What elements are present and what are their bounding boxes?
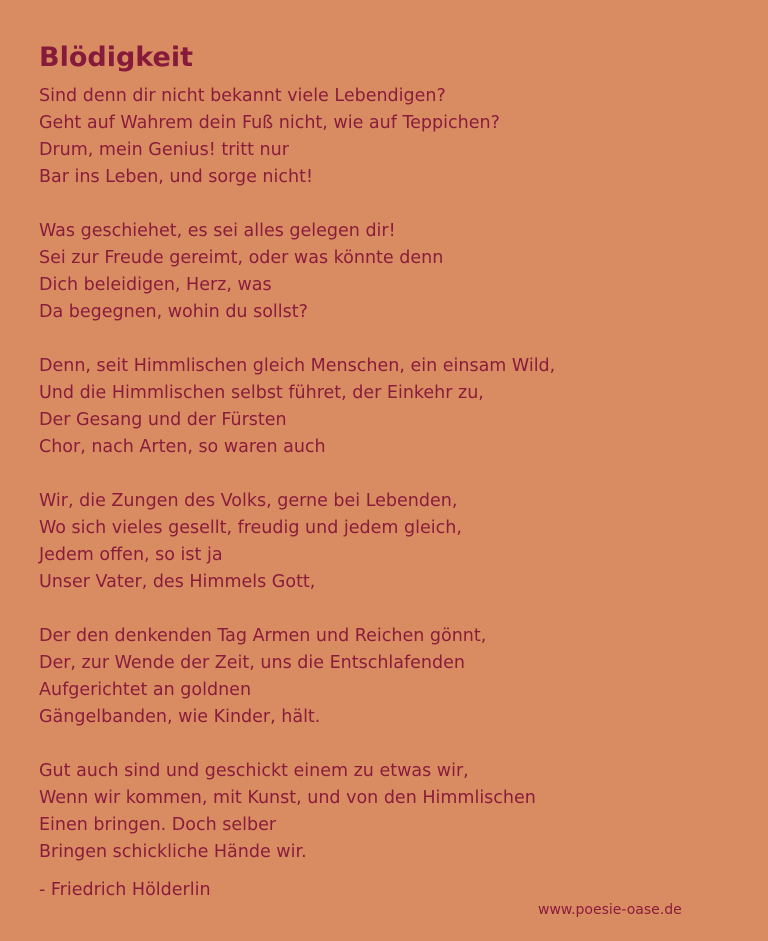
stanza [39, 218, 739, 326]
poem-line: Geht auf Wahrem dein Fuß nicht, wie auf Teppichen? [39, 113, 500, 133]
poem-line: Da begegnen, wohin du sollst? [39, 302, 308, 322]
poem-line: Dich beleidigen, Herz, was [39, 275, 272, 295]
website-link[interactable]: www.poesie-oase.de [538, 902, 682, 918]
poem-line: Einen bringen. Doch selber [39, 815, 277, 835]
poem-line: Wenn wir kommen, mit Kunst, und von den Himmlischen [39, 788, 536, 808]
poem-line: Jedem offen, so ist ja [39, 545, 223, 565]
poem-line: Was geschiehet, es sei alles gelegen dir! [39, 221, 396, 241]
poem-line: Aufgerichtet an goldnen [39, 680, 252, 700]
stanza [39, 758, 739, 866]
poem-line: Chor, nach Arten, so waren auch [39, 437, 326, 457]
poem-line: Drum, mein Genius! tritt nur [39, 140, 289, 160]
poem-line: Unser Vater, des Himmels Gott, [39, 572, 316, 592]
poem-title: Blödigkeit [39, 42, 193, 73]
poem-author: - Friedrich Hölderlin [39, 880, 211, 900]
poem-line: Der den denkenden Tag Armen und Reichen gönnt, [39, 626, 487, 646]
poem-line: Bar ins Leben, und sorge nicht! [39, 167, 313, 187]
stanza [39, 488, 739, 596]
poem-line: Gängelbanden, wie Kinder, hält. [39, 707, 321, 727]
poem-line: Sind denn dir nicht bekannt viele Lebendigen? [39, 86, 446, 106]
poem-line: Der, zur Wende der Zeit, uns die Entschlafenden [39, 653, 465, 673]
stanza [39, 353, 739, 461]
stanza [39, 623, 739, 731]
poem-container [39, 40, 739, 893]
poem-line: Gut auch sind und geschickt einem zu etwas wir, [39, 761, 469, 781]
poem-line: Der Gesang und der Fürsten [39, 410, 287, 430]
poem-line: Und die Himmlischen selbst führet, der Einkehr zu, [39, 383, 484, 403]
poem-line: Bringen schickliche Hände wir. [39, 842, 307, 862]
poem-line: Denn, seit Himmlischen gleich Menschen, ein einsam Wild, [39, 356, 556, 376]
poem-line: Sei zur Freude gereimt, oder was könnte denn [39, 248, 444, 268]
poem-line: Wo sich vieles gesellt, freudig und jedem gleich, [39, 518, 462, 538]
stanza [39, 83, 739, 191]
poem-line: Wir, die Zungen des Volks, gerne bei Lebenden, [39, 491, 458, 511]
